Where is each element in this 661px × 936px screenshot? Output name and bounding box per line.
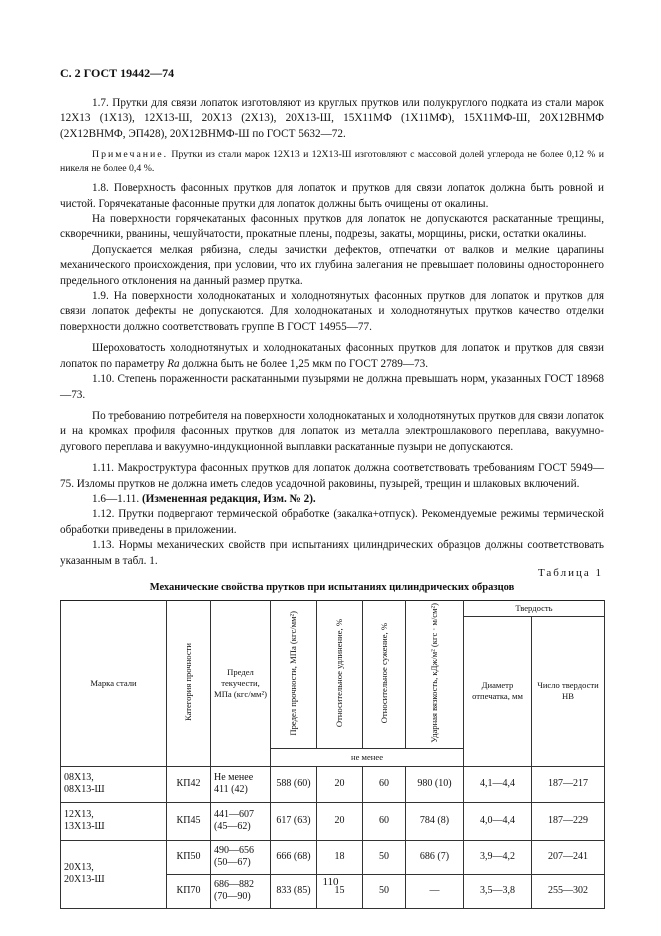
amendment-note: (Измененная редакция, Изм. № 2). [141, 492, 316, 505]
cell-elongation: 20 [317, 802, 363, 840]
paragraph-surface-defects: На поверхности горячекатаных фасонных прутков для лопаток не допускаются раскатанные трещины, скворечники, рванины, чешуйчатости, прокатные плены, подрезы, закаты, морщины, риски, остатки окалины. [60, 213, 604, 241]
body-text [60, 96, 604, 569]
table-row [61, 802, 605, 840]
paragraph-1-8: 1.8. Поверхность фасонных прутков для лопаток и прутков для связи лопаток должна быть ровной и чистой. Горячекатаные фасонные прутки для лопаток должны быть очищены от окалины. [60, 182, 604, 210]
mechanical-properties-table-wrapper [60, 600, 604, 909]
cell-category: КП45 [167, 802, 211, 840]
cell-hb: 187—217 [532, 766, 605, 802]
cell-hb: 255—302 [532, 874, 605, 908]
cell-tensile: 588 (60) [271, 766, 317, 802]
note-text: Прутки из стали марок 12Х13 и 12Х13-Ш изготовляют с массовой долей углерода не более 0,12 % и никеля не более 0,4 %. [60, 149, 604, 174]
cell-impact: 980 (10) [406, 766, 464, 802]
header-grade: Марка стали [61, 601, 167, 767]
table-row [61, 840, 605, 874]
note [60, 148, 604, 175]
header-category [167, 601, 211, 767]
cell-reduction: 60 [363, 802, 406, 840]
table-title: Механические свойства прутков при испытаниях цилиндрических образцов [149, 582, 515, 593]
paragraph-1-10: 1.10. Степень пораженности раскатанными пузырями не должна превышать норм, указанных ГОСТ 18968—73. [60, 373, 604, 401]
paragraph-1-13: 1.13. Нормы механических свойств при испытаниях цилиндрических образцов должны соответствовать указанным в табл. 1. [60, 539, 604, 567]
header-impact-text: Ударная вязкость, кДж/м² (кгс · м/см²) [429, 603, 440, 743]
cell-tensile: 666 (68) [271, 840, 317, 874]
paragraph-roughness [60, 341, 604, 372]
header-yield: Предел текучести, МПа (кгс/мм²) [211, 601, 271, 767]
cell-indent: 4,0—4,4 [464, 802, 532, 840]
cell-yield: 490—656 (50—67) [211, 840, 271, 874]
cell-grade: 08Х13, 08Х13-Ш [61, 766, 167, 802]
header-elongation [317, 601, 363, 749]
header-tensile [271, 601, 317, 749]
cell-reduction: 50 [363, 840, 406, 874]
cell-indent: 3,9—4,2 [464, 840, 532, 874]
cell-elongation: 18 [317, 840, 363, 874]
cell-reduction: 60 [363, 766, 406, 802]
paragraph-allowed-defects: Допускается мелкая рябизна, следы зачистки дефектов, отпечатки от валков и мелкие царапины механического происхождения, при условии, что их глубина залегания не превышает половины одностороннего предельного отклонения на данный размер прутка. [60, 243, 604, 287]
cell-elongation: 15 [317, 874, 363, 908]
cell-impact: — [406, 874, 464, 908]
paragraph-amendment [60, 492, 604, 507]
note-label: Примечание. [92, 149, 169, 161]
header-category-text: Категория прочности [183, 642, 194, 721]
cell-grade: 12Х13, 13Х13-Ш [61, 802, 167, 840]
cell-yield: 686—882 (70—90) [211, 874, 271, 908]
cell-grade: 20Х13, 20Х13-Ш [61, 840, 167, 908]
cell-tensile: 617 (63) [271, 802, 317, 840]
roughness-text-a: Шероховатость холоднотянутых и холоднокатаных фасонных прутков для лопаток и прутков для связи лопаток по параметру [60, 342, 604, 370]
header-tensile-text: Предел прочности, МПа (кгс/мм²) [288, 610, 299, 736]
paragraph-1-7: 1.7. Прутки для связи лопаток изготовляют из круглых прутков или полукруглого подката из стали марок 12Х13 (1Х13), 12Х13-Ш, 20Х13 (2Х13), 20Х13-Ш, 15Х11МФ (1Х11МФ), 15Х11МФ-Ш, 20Х12ВНМФ (2Х12ВНМФ, ЭП428), 20Х12ВНМФ-Ш по ГОСТ 5632—72. [60, 97, 604, 140]
paragraph-1-12: 1.12. Прутки подвергают термической обработке (закалка+отпуск). Рекомендуемые режимы термической обработки приведены в приложении. [60, 508, 604, 536]
header-indent: Диаметр отпечатка, мм [464, 617, 532, 767]
roughness-text-b: должна быть не более 1,25 мкм по ГОСТ 2789—73. [179, 357, 429, 370]
header-impact [406, 601, 464, 749]
page-header: С. 2 ГОСТ 19442—74 [60, 66, 175, 80]
header-reduction-text: Относительное сужение, % [378, 622, 389, 723]
cell-hb: 207—241 [532, 840, 605, 874]
paragraph-1-9: 1.9. На поверхности холоднокатаных и холоднотянутых фасонных прутков для лопаток и прутков для связи лопаток дефекты не допускаются. Для холоднокатаных и холоднотянутых прутков качество отделки поверхности должно соответствовать группе В ГОСТ 14955—77. [60, 290, 604, 333]
cell-indent: 4,1—4,4 [464, 766, 532, 802]
page-number: 110 [322, 876, 339, 888]
cell-hb: 187—229 [532, 802, 605, 840]
header-not-less: не менее [271, 748, 464, 766]
cell-impact: 686 (7) [406, 840, 464, 874]
cell-elongation: 20 [317, 766, 363, 802]
paragraph-consumer-request: По требованию потребителя на поверхности холоднокатаных и холоднотянутых прутков для связи лопаток и на кромках профиля фасонных прутков для лопаток из металла электрошлакового переплава, вакуумно-дугового переплава и вакуумно-индукционной выплавки раскатанные пузыри не допускаются. [60, 409, 604, 453]
table-row [61, 766, 605, 802]
header-reduction [363, 601, 406, 749]
cell-category: КП50 [167, 840, 211, 874]
header-elongation-text: Относительное удлинение, % [334, 618, 345, 727]
amendment-range: 1.6—1.11. [92, 492, 142, 505]
paragraph-1-11: 1.11. Макроструктура фасонных прутков для лопаток должна соответствовать требованиям ГОСТ 5949—75. Изломы прутков не должна иметь следов усадочной раковины, пузырей, трещин и шлаковых включений. [60, 462, 604, 490]
header-hb: Число твердости НВ [532, 617, 605, 767]
cell-category: КП42 [167, 766, 211, 802]
cell-reduction: 50 [363, 874, 406, 908]
cell-yield: 441—607 (45—62) [211, 802, 271, 840]
cell-yield: Не менее 411 (42) [211, 766, 271, 802]
cell-tensile: 833 (85) [271, 874, 317, 908]
header-hardness: Твердость [464, 601, 605, 617]
cell-indent: 3,5—3,8 [464, 874, 532, 908]
cell-category: КП70 [167, 874, 211, 908]
cell-impact: 784 (8) [406, 802, 464, 840]
roughness-ra: Ra [167, 357, 180, 370]
mechanical-properties-table [60, 600, 605, 909]
table-label: Таблица 1 [537, 567, 603, 579]
